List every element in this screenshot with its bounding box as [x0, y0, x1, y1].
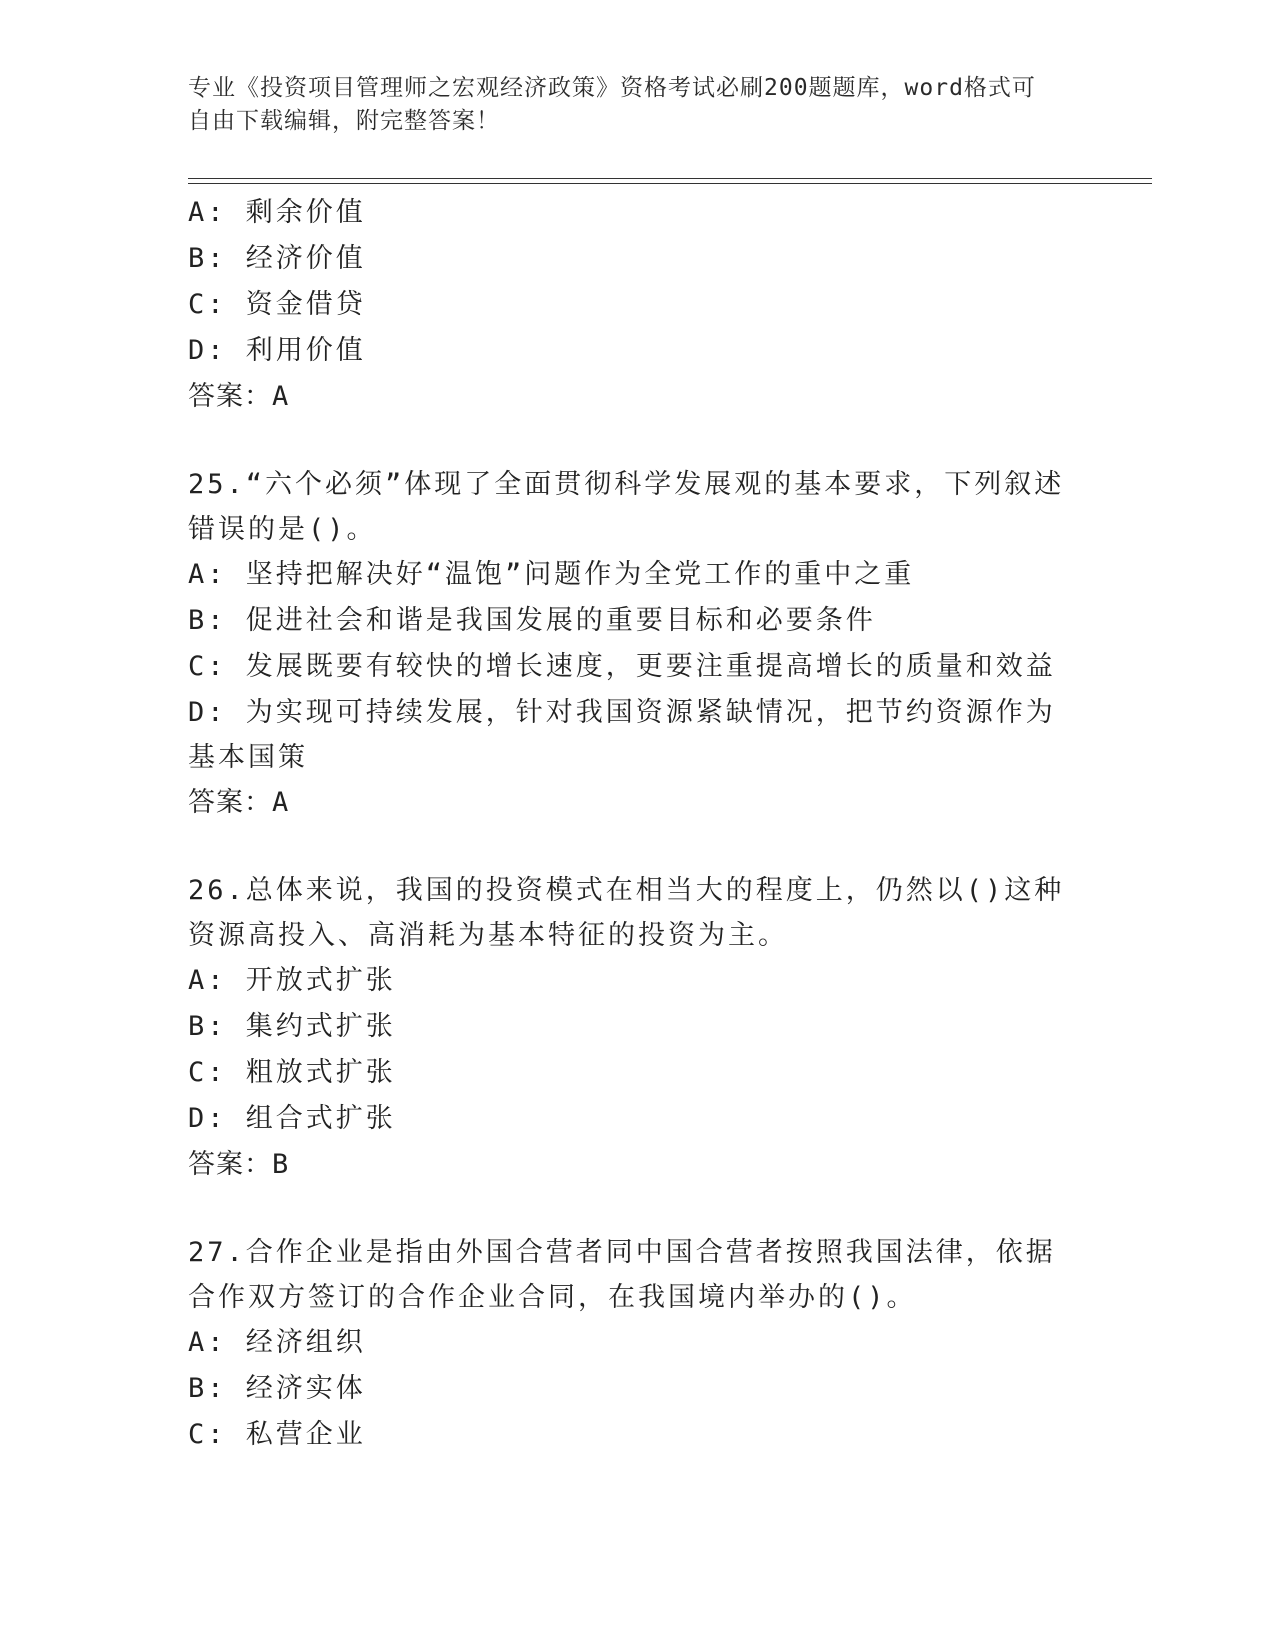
option-d: D: 利用价值: [188, 335, 366, 366]
option-a: A: 坚持把解决好“温饱”问题作为全党工作的重中之重: [188, 559, 915, 590]
option-b: B: 促进社会和谐是我国发展的重要目标和必要条件: [188, 605, 876, 636]
document-header: [188, 72, 1068, 138]
header-divider-top: [188, 178, 1152, 179]
question-text: 25.“六个必须”体现了全面贯彻科学发展观的基本要求，下列叙述错误的是()。: [188, 469, 1065, 545]
question-25: [188, 462, 1078, 826]
option-b: B: 经济实体: [188, 1373, 366, 1404]
answer-line: [188, 780, 1078, 826]
option-a: A: 经济组织: [188, 1327, 366, 1358]
header-line-2: 自由下载编辑，附完整答案！: [188, 108, 500, 134]
question-24-tail: [188, 190, 1078, 420]
header-divider-bottom: [188, 183, 1152, 184]
question-content: [188, 190, 1078, 1458]
answer-label: 答案：: [188, 787, 272, 818]
option-c: C: 粗放式扩张: [188, 1057, 396, 1088]
answer-value: A: [272, 787, 290, 818]
answer-line: [188, 1142, 1078, 1188]
option-b: B: 经济价值: [188, 243, 366, 274]
answer-label: 答案：: [188, 1149, 272, 1180]
answer-line: [188, 374, 1078, 420]
question-27: [188, 1230, 1078, 1458]
option-c: C: 私营企业: [188, 1419, 366, 1450]
option-d: D: 为实现可持续发展，针对我国资源紧缺情况，把节约资源作为基本国策: [188, 697, 1056, 773]
option-c: C: 发展既要有较快的增长速度，更要注重提高增长的质量和效益: [188, 651, 1056, 682]
question-text: 27.合作企业是指由外国合营者同中国合营者按照我国法律，依据合作双方签订的合作企业合同，在我国境内举办的()。: [188, 1237, 1056, 1313]
header-line-1: 专业《投资项目管理师之宏观经济政策》资格考试必刷200题题库，word格式可: [188, 75, 1036, 101]
option-a: A: 剩余价值: [188, 197, 366, 228]
option-b: B: 集约式扩张: [188, 1011, 396, 1042]
answer-value: B: [272, 1149, 290, 1180]
answer-value: A: [272, 381, 290, 412]
option-c: C: 资金借贷: [188, 289, 366, 320]
question-text: 26.总体来说，我国的投资模式在相当大的程度上，仍然以()这种资源高投入、高消耗为基本特征的投资为主。: [188, 875, 1065, 951]
option-d: D: 组合式扩张: [188, 1103, 396, 1134]
question-26: [188, 868, 1078, 1188]
option-a: A: 开放式扩张: [188, 965, 396, 996]
answer-label: 答案：: [188, 381, 272, 412]
